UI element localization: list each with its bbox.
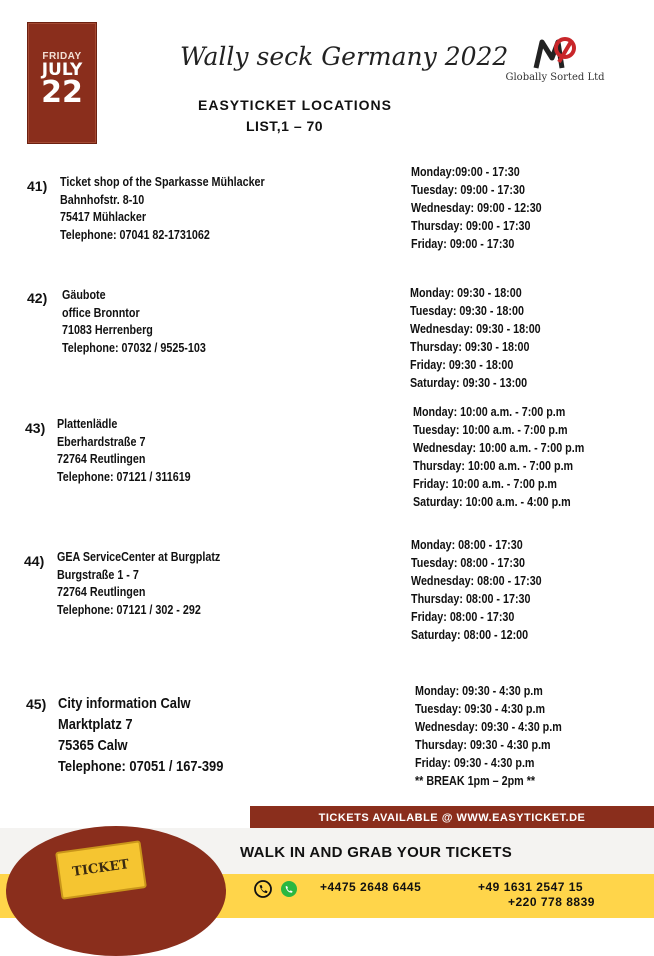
- hours-line: Monday: 08:00 - 17:30: [411, 538, 523, 552]
- whatsapp-icon: [281, 881, 297, 897]
- opening-hours: [415, 682, 562, 790]
- logo-caption: Globally Sorted Ltd: [505, 72, 605, 83]
- subtitle-line-1: EASYTICKET LOCATIONS: [198, 97, 392, 113]
- entry-number: 43): [25, 420, 46, 436]
- date-badge: [27, 22, 97, 144]
- hours-line: Thursday: 09:30 - 18:00: [410, 340, 530, 354]
- hours-line: Tuesday: 09:30 - 4:30 p.m: [415, 702, 546, 716]
- entry-number: 41): [27, 178, 48, 194]
- street: office Bronntor: [62, 305, 140, 320]
- date-month: JULY: [41, 60, 83, 80]
- entry-number: 45): [26, 696, 47, 712]
- telephone: Telephone: 07032 / 9525-103: [62, 340, 206, 355]
- walk-in-text: WALK IN AND GRAB YOUR TICKETS: [240, 844, 513, 861]
- hours-line: Thursday: 08:00 - 17:30: [411, 592, 531, 606]
- ticket-label: TICKET: [71, 857, 131, 880]
- phone-number-gm: +220 778 8839: [508, 895, 595, 909]
- location-name: Ticket shop of the Sparkasse Mühlacker: [60, 175, 265, 189]
- telephone: Telephone: 07051 / 167-399: [58, 758, 224, 775]
- telephone: Telephone: 07121 / 311619: [57, 469, 191, 484]
- footer: [0, 828, 654, 918]
- city: 75365 Calw: [58, 737, 128, 754]
- hours-line: Thursday: 10:00 a.m. - 7:00 p.m: [413, 459, 574, 473]
- entry-address: [62, 287, 206, 357]
- date-day-of-week: FRIDAY: [42, 51, 82, 62]
- street: Burgstraße 1 - 7: [57, 567, 139, 582]
- hours-line: Thursday: 09:30 - 4:30 p.m: [415, 738, 551, 752]
- globally-sorted-logo-icon: [532, 36, 578, 70]
- hours-line: Friday: 10:00 a.m. - 7:00 p.m: [413, 477, 557, 491]
- entry-address: [60, 174, 265, 244]
- subtitle-line-2: LIST,1 – 70: [246, 118, 324, 134]
- hours-line: Wednesday: 09:30 - 4:30 p.m: [415, 720, 562, 734]
- city: 71083 Herrenberg: [62, 323, 153, 337]
- hours-line: Friday: 09:30 - 4:30 p.m: [415, 756, 535, 770]
- hours-line: Friday: 09:00 - 17:30: [411, 237, 515, 251]
- opening-hours: [413, 403, 584, 511]
- hours-line: Friday: 09:30 - 18:00: [410, 358, 514, 372]
- hours-line: Tuesday: 09:30 - 18:00: [410, 304, 524, 318]
- entry-address: [58, 693, 223, 777]
- street: Eberhardstraße 7: [57, 434, 146, 449]
- entry-number: 44): [24, 553, 45, 569]
- opening-hours: [411, 163, 542, 253]
- phone-number-uk: +4475 2648 6445: [320, 880, 422, 894]
- hours-line: Tuesday: 09:00 - 17:30: [411, 183, 525, 197]
- break-note: ** BREAK 1pm – 2pm **: [415, 774, 536, 788]
- hours-line: Wednesday: 09:30 - 18:00: [410, 322, 541, 336]
- poster-title: Wally seck Germany 2022: [180, 42, 509, 71]
- phone-icon: [255, 881, 271, 897]
- telephone: Telephone: 07041 82-1731062: [60, 227, 210, 242]
- hours-line: Friday: 08:00 - 17:30: [411, 610, 515, 624]
- hours-line: Monday:09:00 - 17:30: [411, 165, 520, 179]
- tickets-available-banner: TICKETS AVAILABLE @ WWW.EASYTICKET.DE: [250, 806, 654, 830]
- company-logo: [505, 36, 605, 83]
- date-day: 22: [41, 75, 83, 110]
- street: Bahnhofstr. 8-10: [60, 192, 145, 207]
- hours-line: Thursday: 09:00 - 17:30: [411, 219, 531, 233]
- opening-hours: [411, 536, 542, 644]
- city: 72764 Reutlingen: [57, 585, 146, 599]
- street: Marktplatz 7: [58, 716, 133, 733]
- location-name: City information Calw: [58, 695, 191, 712]
- location-name: Gäubote: [62, 288, 106, 302]
- entry-number: 42): [27, 290, 48, 306]
- location-name: Plattenlädle: [57, 417, 118, 431]
- hours-line: Monday: 10:00 a.m. - 7:00 p.m: [413, 405, 566, 419]
- contact-icons: [254, 880, 304, 903]
- phone-number-de: +49 1631 2547 15: [478, 880, 584, 894]
- telephone: Telephone: 07121 / 302 - 292: [57, 602, 201, 617]
- hours-line: Saturday: 10:00 a.m. - 4:00 p.m: [413, 495, 571, 509]
- hours-line: Wednesday: 08:00 - 17:30: [411, 574, 542, 588]
- opening-hours: [410, 284, 541, 392]
- hours-line: Tuesday: 10:00 a.m. - 7:00 p.m: [413, 423, 568, 437]
- location-name: GEA ServiceCenter at Burgplatz: [57, 550, 221, 564]
- hours-line: Wednesday: 10:00 a.m. - 7:00 p.m: [413, 441, 585, 455]
- entry-address: [57, 549, 220, 619]
- city: 75417 Mühlacker: [60, 210, 147, 224]
- hours-line: Saturday: 08:00 - 12:00: [411, 628, 529, 642]
- hours-line: Wednesday: 09:00 - 12:30: [411, 201, 542, 215]
- hours-line: Saturday: 09:30 - 13:00: [410, 376, 528, 390]
- entry-address: [57, 416, 191, 486]
- hours-line: Monday: 09:30 - 4:30 p.m: [415, 684, 543, 698]
- city: 72764 Reutlingen: [57, 452, 146, 466]
- hours-line: Monday: 09:30 - 18:00: [410, 286, 522, 300]
- hours-line: Tuesday: 08:00 - 17:30: [411, 556, 525, 570]
